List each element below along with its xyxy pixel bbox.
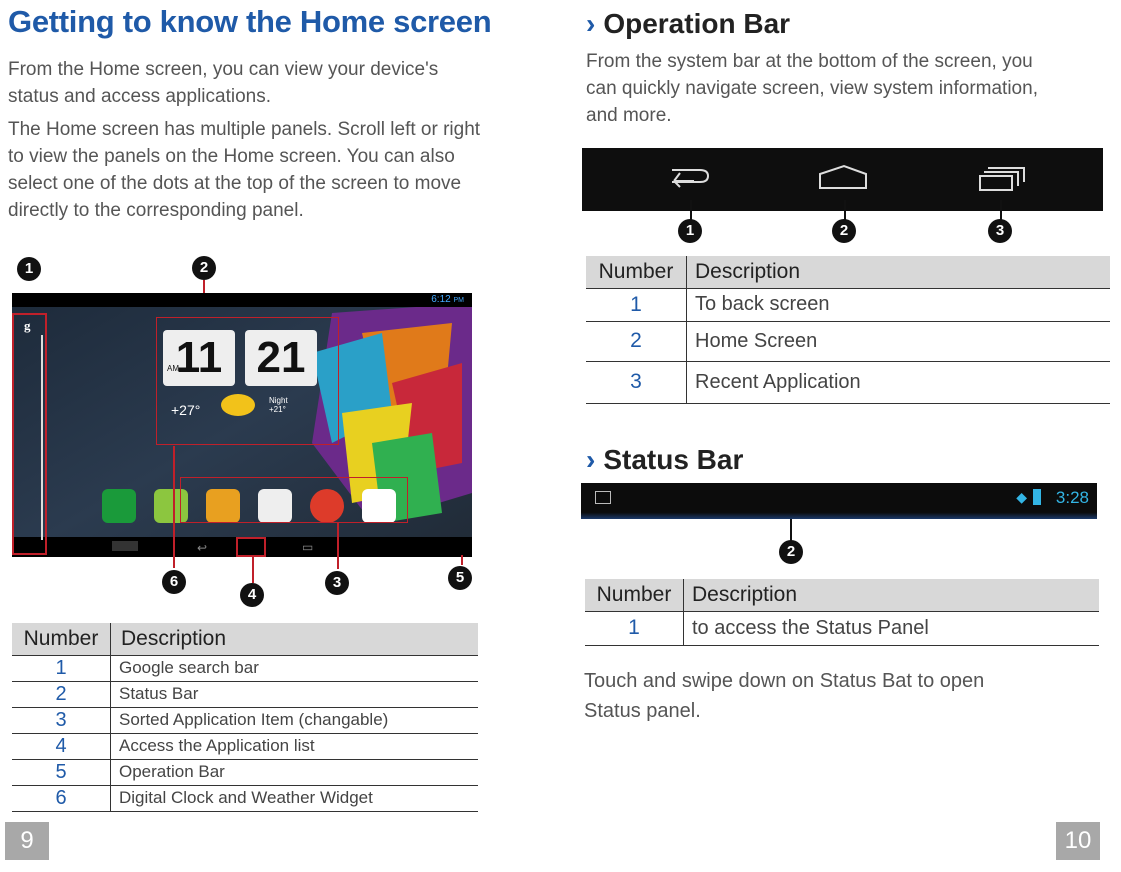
section-heading-status: › Status Bar [586, 444, 744, 475]
clock-hour: 11 [163, 330, 235, 386]
callout-3: 3 [325, 571, 349, 595]
table-row: 6 Digital Clock and Weather Widget [12, 785, 478, 811]
table-row: 4 Access the Application list [12, 733, 478, 759]
table-header-number: Number [585, 579, 684, 611]
google-g-icon: g [24, 318, 31, 333]
status-bar-image [581, 483, 1097, 519]
table-row: 2 Status Bar [12, 681, 478, 707]
recent-icon[interactable]: ▭ [302, 540, 314, 554]
callout-2: 2 [779, 540, 803, 564]
table-row: 1 to access the Status Panel [585, 611, 1099, 645]
page-title: Getting to know the Home screen [8, 4, 492, 39]
table-header-number: Number [586, 256, 687, 288]
callout-2: 2 [832, 219, 856, 243]
status-time: 6:12 PM [431, 294, 464, 305]
operation-bar-table [586, 256, 1110, 404]
home-icon [820, 166, 866, 188]
table-row: 3 Sorted Application Item (changable) [12, 707, 478, 733]
sorted-apps-highlight [180, 477, 408, 523]
callout-leader [690, 200, 692, 220]
weather-night: Night +21° [269, 396, 288, 414]
apps-list-icon[interactable] [112, 541, 138, 551]
section-heading-operation: › Operation Bar [586, 8, 791, 39]
weather-temp: +27° [171, 402, 201, 418]
image-notification-icon [595, 491, 611, 504]
back-icon[interactable]: ↩ [197, 541, 208, 555]
callout-leader [1000, 200, 1002, 220]
operation-paragraph: From the system bar at the bottom of the screen, you can quickly navigate screen, view system information, and more. [586, 51, 1038, 126]
clock-ampm: AM [167, 364, 179, 373]
recent-apps-icon [980, 168, 1024, 190]
clock-minute: 21 [245, 330, 317, 386]
callout-leader [337, 523, 339, 569]
callout-leader [844, 200, 846, 220]
callout-4: 4 [240, 583, 264, 607]
status-bar-time: 3:28 [1055, 488, 1089, 507]
phone-app-icon[interactable] [102, 489, 136, 523]
table-row: 2 Home Screen [586, 321, 1110, 361]
status-bar-table [585, 579, 1099, 646]
intro-paragraph: From the Home screen, you can view your device's status and access applications. [8, 59, 439, 107]
google-search-bar[interactable] [12, 313, 47, 555]
clock-weather-widget[interactable] [156, 317, 339, 445]
table-row: 5 Operation Bar [12, 759, 478, 785]
home-screen-table [12, 623, 478, 812]
callout-leader [790, 519, 792, 541]
callout-6: 6 [162, 570, 186, 594]
status-note: Touch and swipe down on Status Bat to open Status panel. [584, 670, 985, 722]
operation-bar-image [582, 148, 1103, 211]
body-paragraph: The Home screen has multiple panels. Scroll left or right to view the panels on the Home screen. You can also select one of the dots at the top of the screen to move directly to the corresponding panel. [8, 119, 481, 221]
callout-5: 5 [448, 566, 472, 590]
table-row: 1 To back screen [586, 288, 1110, 321]
table-header-description: Description [687, 256, 1111, 288]
table-row: 3 Recent Application [586, 361, 1110, 403]
callout-leader [461, 555, 463, 565]
home-screen-screenshot [12, 293, 472, 557]
callout-1: 1 [678, 219, 702, 243]
callout-3: 3 [988, 219, 1012, 243]
callout-1: 1 [17, 257, 41, 281]
table-row: 1 Google search bar [12, 655, 478, 681]
callout-2: 2 [192, 256, 216, 280]
home-button-highlight[interactable] [236, 537, 266, 557]
battery-icon [1033, 489, 1041, 505]
callout-leader [252, 555, 254, 583]
table-header-description: Description [684, 579, 1100, 611]
table-header-number: Number [12, 623, 111, 655]
wifi-icon: ◆ [1016, 489, 1027, 505]
sun-icon [221, 394, 255, 416]
callout-leader [173, 446, 175, 568]
back-icon [672, 170, 708, 187]
table-header-description: Description [111, 623, 479, 655]
page-number: 10 [1056, 822, 1100, 860]
page-number: 9 [5, 822, 49, 860]
